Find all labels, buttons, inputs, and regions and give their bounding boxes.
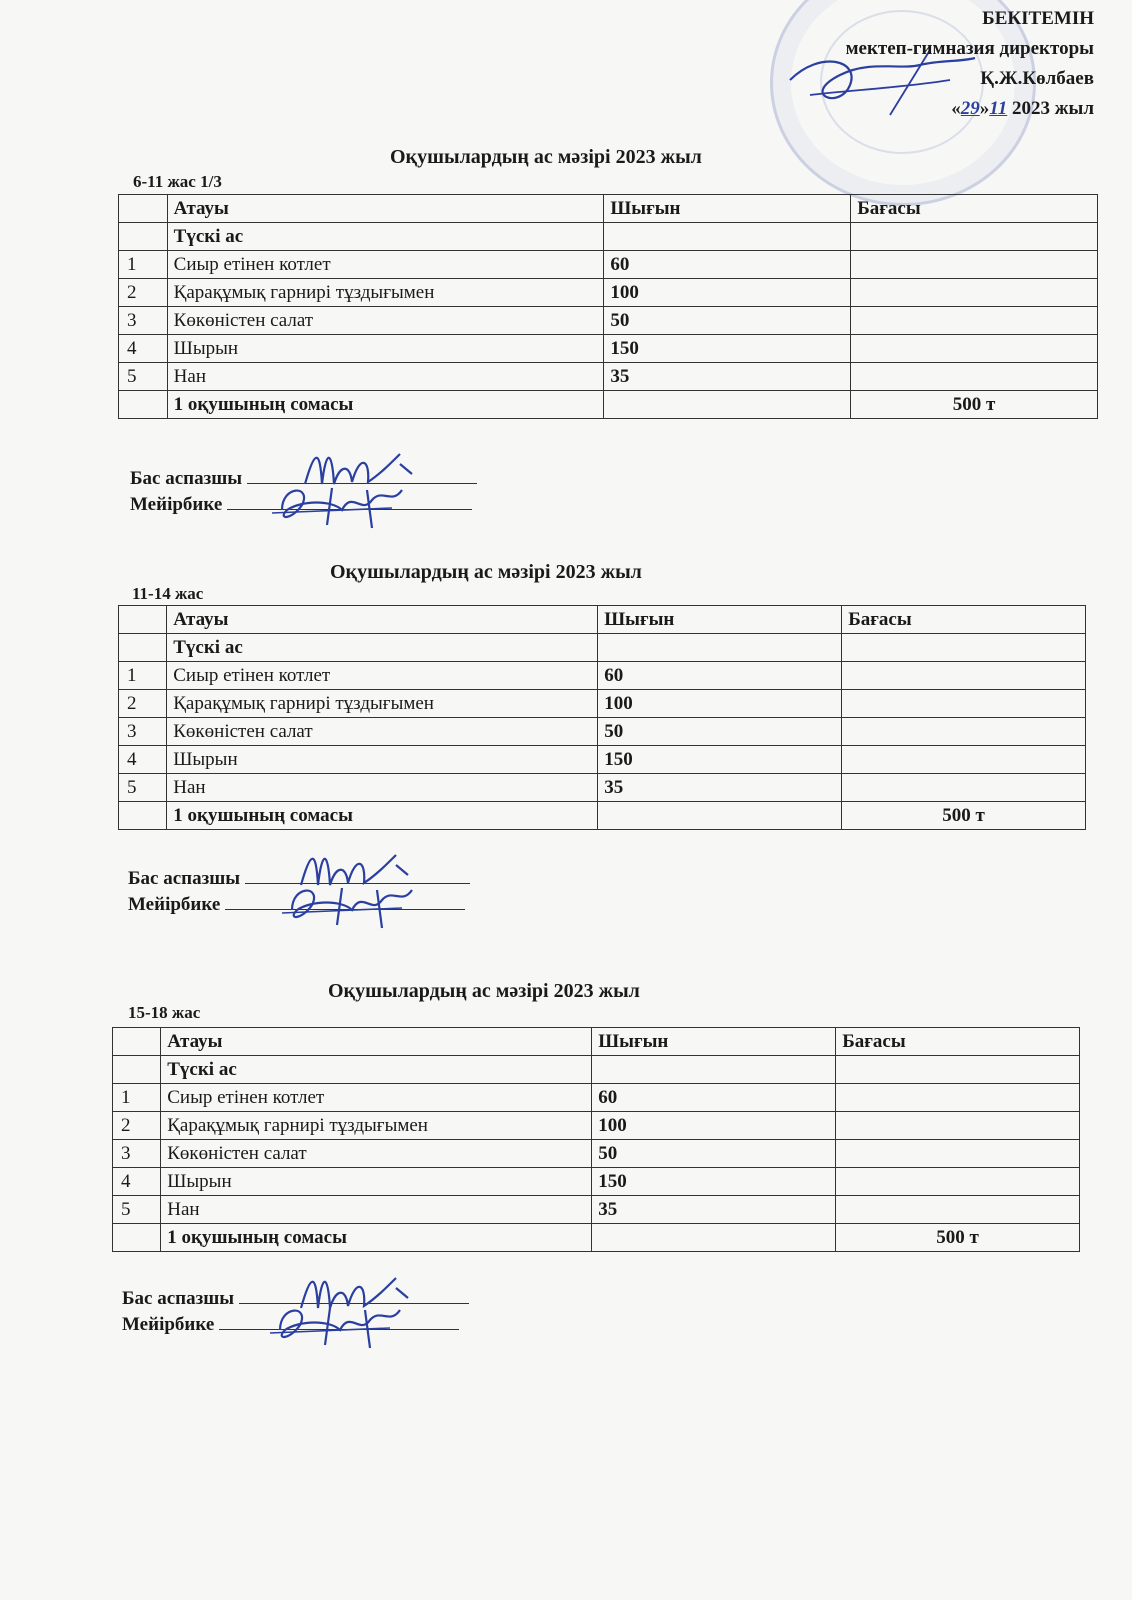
table-row: 2 Қарақұмық гарнирі тұздығымен 100: [113, 1112, 1080, 1140]
approval-date-day: 29: [960, 98, 980, 119]
total-label: 1 оқушының сомасы: [167, 391, 604, 419]
table-row: 2 Қарақұмық гарнирі тұздығымен 100: [119, 690, 1086, 718]
table-subheader-row: [119, 634, 1086, 662]
table-row: 4 Шырын 150: [119, 335, 1098, 363]
age-group-label: 15-18 жас: [128, 1003, 201, 1022]
table-row: 4 Шырын 150: [119, 746, 1086, 774]
table-subheader-row: [119, 223, 1098, 251]
meal-label: Түскі ас: [167, 634, 598, 662]
approval-position: мектеп-гимназия директоры: [845, 38, 1094, 59]
nurse-signature: [282, 880, 422, 930]
nurse-signature: [272, 480, 412, 530]
total-value: 500 т: [851, 391, 1098, 419]
chef-label: Бас аспазшы: [122, 1288, 235, 1309]
age-group-label: 11-14 жас: [132, 584, 204, 603]
table-row: 5 Нан 35: [113, 1196, 1080, 1224]
table-subheader-row: [113, 1056, 1080, 1084]
header-price: Бағасы: [842, 606, 1086, 634]
header-qty: Шығын: [598, 606, 842, 634]
table-row: 3 Көкөністен салат 50: [119, 307, 1098, 335]
menu-title: Оқушылардың ас мәзірі 2023 жыл: [328, 980, 640, 1002]
nurse-label: Мейірбике: [128, 894, 221, 915]
table-row: 1 Сиыр етінен котлет 60: [119, 662, 1086, 690]
table-total-row: [119, 802, 1086, 830]
header-name: Атауы: [161, 1028, 592, 1056]
approval-date-month: 11: [989, 98, 1008, 119]
approval-date: «29»11 2023 жыл: [951, 98, 1094, 119]
header-price: Бағасы: [851, 195, 1098, 223]
table-total-row: [113, 1224, 1080, 1252]
table-row: 4 Шырын 150: [113, 1168, 1080, 1196]
table-row: 1 Сиыр етінен котлет 60: [119, 251, 1098, 279]
nurse-signature: [270, 1300, 410, 1350]
chef-label: Бас аспазшы: [128, 868, 241, 889]
approval-name: Қ.Ж.Көлбаев: [980, 68, 1094, 89]
age-group-label: 6-11 жас 1/3: [133, 172, 222, 191]
header-name: Атауы: [167, 606, 598, 634]
table-header-row: [113, 1028, 1080, 1056]
header-name: Атауы: [167, 195, 604, 223]
table-header-row: [119, 195, 1098, 223]
total-value: 500 т: [842, 802, 1086, 830]
table-row: 5 Нан 35: [119, 774, 1086, 802]
table-header-row: [119, 606, 1086, 634]
approval-block: [846, 4, 1094, 124]
nurse-label: Мейірбике: [130, 494, 223, 515]
menu-title: Оқушылардың ас мәзірі 2023 жыл: [330, 561, 642, 583]
meal-label: Түскі ас: [161, 1056, 592, 1084]
header-price: Бағасы: [836, 1028, 1080, 1056]
total-label: 1 оқушының сомасы: [161, 1224, 592, 1252]
table-row: 2 Қарақұмық гарнирі тұздығымен 100: [119, 279, 1098, 307]
menu-table: [118, 605, 1086, 830]
meal-label: Түскі ас: [167, 223, 604, 251]
menu-table: [112, 1027, 1080, 1252]
header-qty: Шығын: [592, 1028, 836, 1056]
table-total-row: [119, 391, 1098, 419]
table-row: 5 Нан 35: [119, 363, 1098, 391]
approval-date-year: 2023 жыл: [1011, 98, 1094, 119]
total-value: 500 т: [836, 1224, 1080, 1252]
menu-table: [118, 194, 1098, 419]
table-row: 3 Көкөністен салат 50: [119, 718, 1086, 746]
chef-label: Бас аспазшы: [130, 468, 243, 489]
total-label: 1 оқушының сомасы: [167, 802, 598, 830]
menu-title: Оқушылардың ас мәзірі 2023 жыл: [390, 146, 702, 168]
table-row: 3 Көкөністен салат 50: [113, 1140, 1080, 1168]
nurse-label: Мейірбике: [122, 1314, 215, 1335]
header-qty: Шығын: [604, 195, 851, 223]
table-row: 1 Сиыр етінен котлет 60: [113, 1084, 1080, 1112]
approval-title: БЕКІТЕМІН: [982, 8, 1094, 29]
